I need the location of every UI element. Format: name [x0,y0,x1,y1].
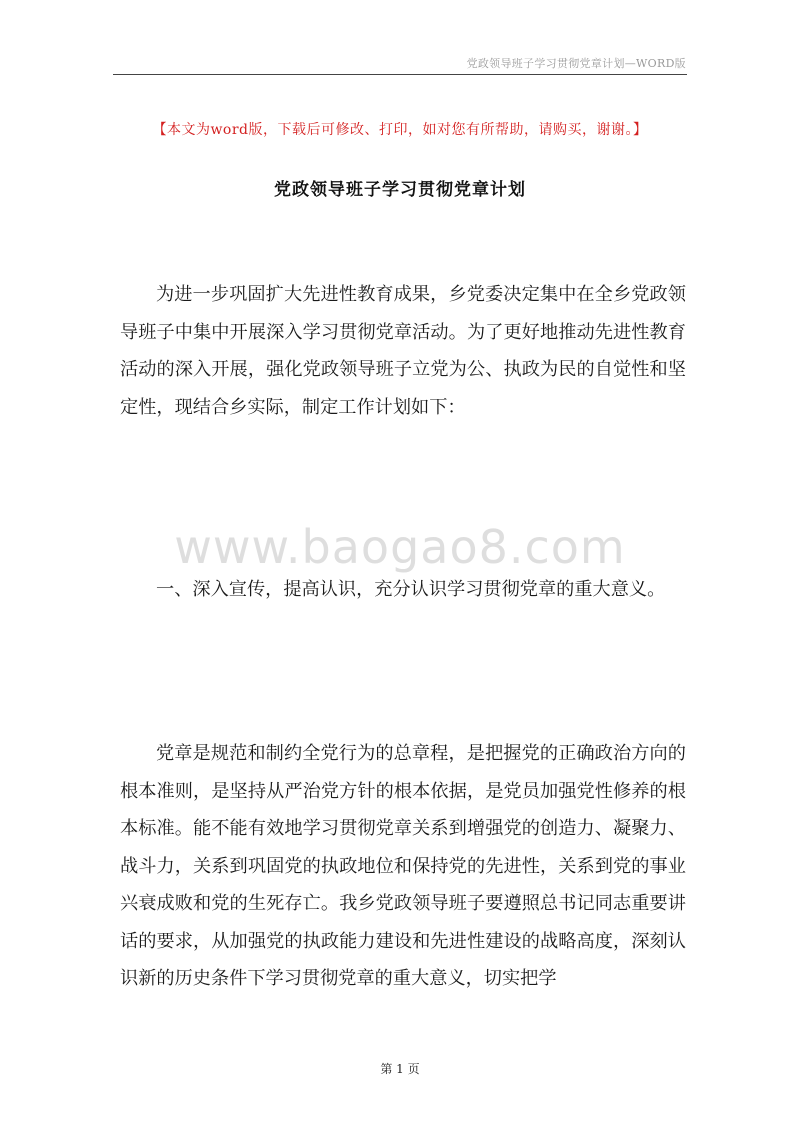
page-number: 第 1 页 [380,1062,420,1076]
section-heading-1: 一、深入宣传，提高认识，充分认识学习贯彻党章的重大意义。 [156,579,666,600]
intro-paragraph: 为进一步巩固扩大先进性教育成果，乡党委决定集中在全乡党政领导班子中集中开展深入学习贯彻党章活动。为了更好地推动先进性教育活动的深入开展，强化党政领导班子立党为公、执政为民的自觉性和坚定性，现结合乡实际，制定工作计划如下： [120,284,686,418]
watermark: www.baogao8.com [174,520,626,574]
running-header: 党政领导班子学习贯彻党章计划—WORD版 [466,57,686,70]
header-divider [113,74,687,75]
download-notice: 【本文为word版，下载后可修改、打印，如对您有所帮助，请购买，谢谢。】 [152,122,648,138]
document-title: 党政领导班子学习贯彻党章计划 [274,180,526,200]
section-1-paragraph: 党章是规范和制约全党行为的总章程，是把握党的正确政治方向的根本准则，是坚持从严治党方针的根本依据，是党员加强党性修养的根本标准。能不能有效地学习贯彻党章关系到增强党的创造力、凝聚力、战斗力，关系到巩固党的执政地位和保持党的先进性，关系到党的事业兴衰成败和党的生死存亡。我乡党政领导班子要遵照总书记同志重要讲话的要求，从加强党的执政能力建设和先进性建设的战略高度，深刻认识新的历史条件下学习贯彻党章的重大意义，切实把学 [120,743,686,989]
